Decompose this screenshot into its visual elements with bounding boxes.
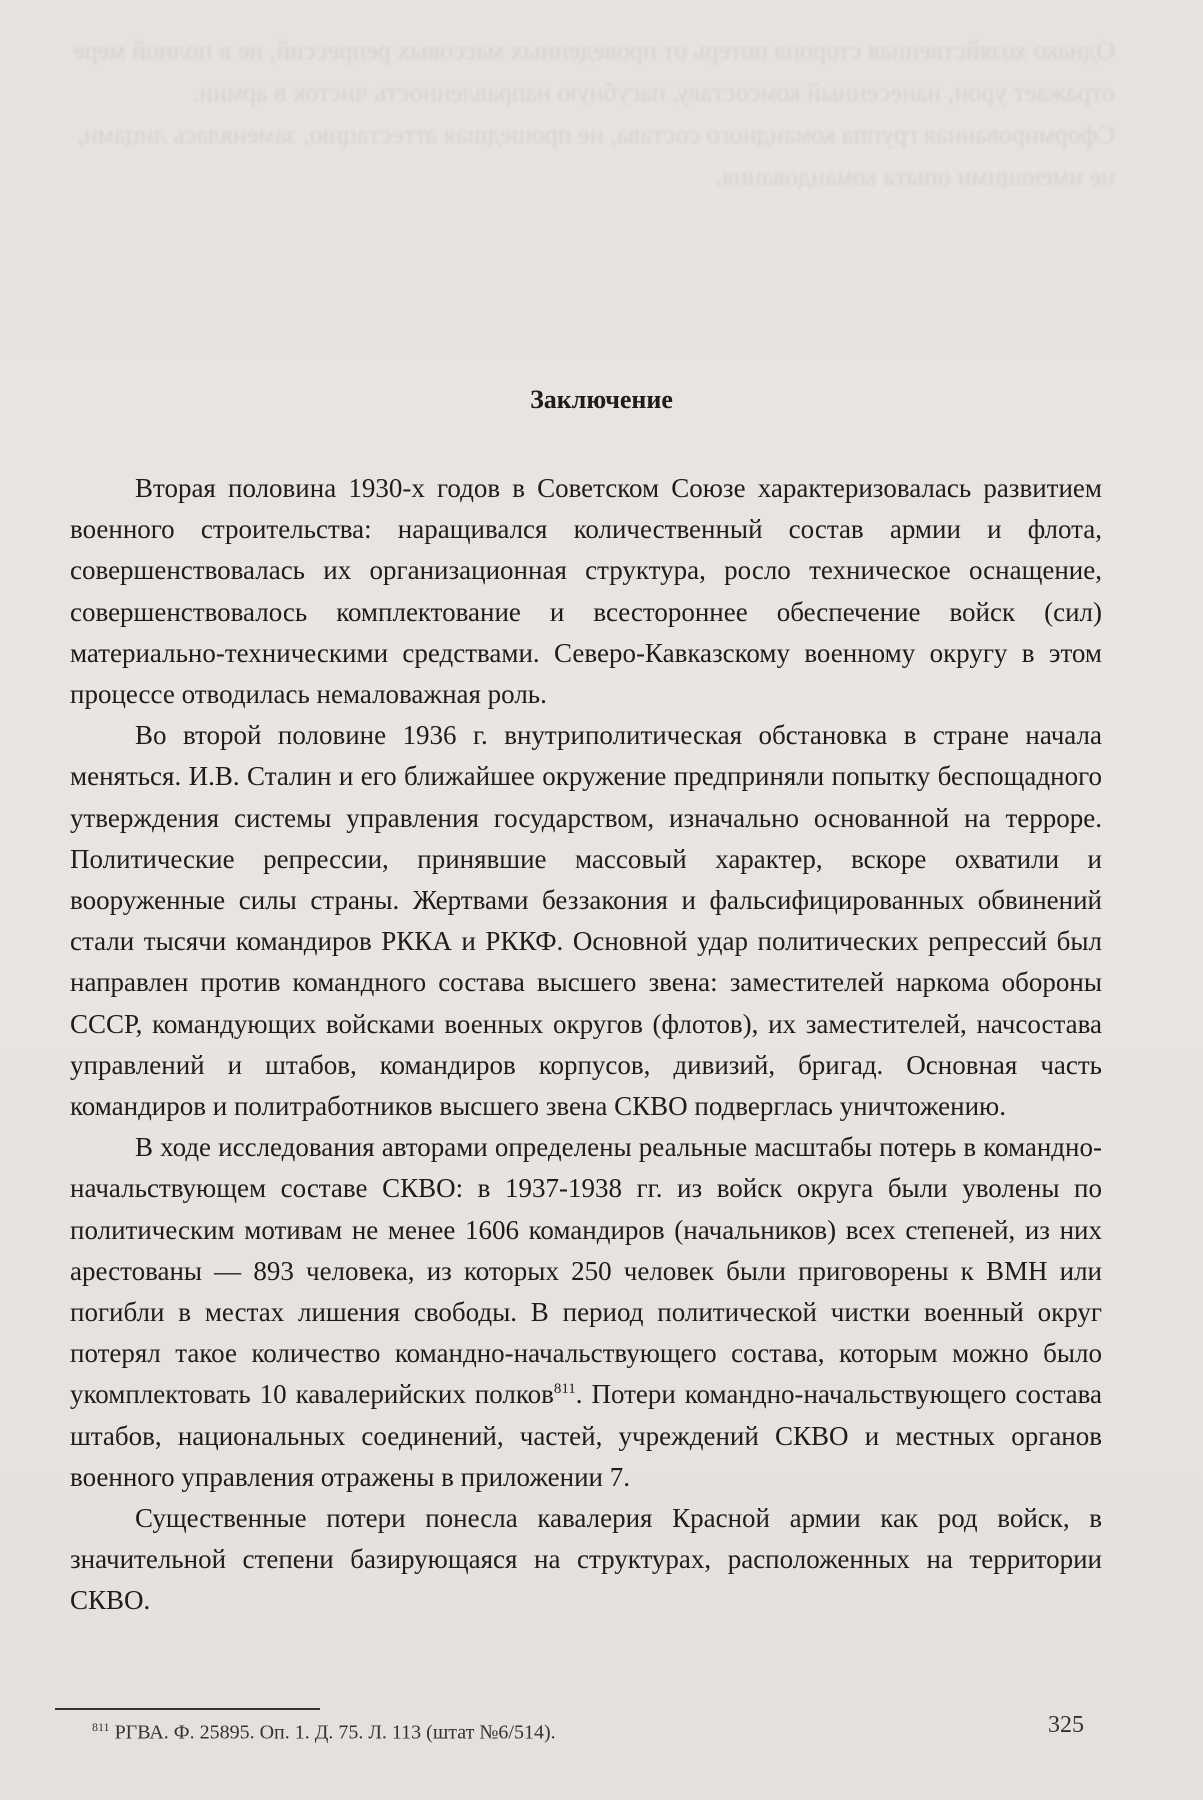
paragraph-1: Вторая половина 1930-х годов в Советском Союзе характеризовалась развитием военного строительства: наращивался количественный состав армии и флота, совершенствовалась их организационная структура, росло техническое оснащение, совершенствовалось комплектование и всестороннее обеспечение войск (сил) материально-техническими средствами. Северо-Кавказскому военному округу в этом процессе отводилась немаловажная роль. <box>70 473 1102 710</box>
footnote-reference[interactable]: 811 <box>553 1381 576 1398</box>
body-text <box>70 468 1102 1622</box>
paragraph-3 <box>70 1127 1102 1498</box>
chapter-heading: Заключение <box>530 385 673 414</box>
footnote-divider <box>55 1708 320 1710</box>
paragraph-4: Существенные потери понесла кавалерия Красной армии как род войск, в значительной степени базирующаяся на структурах, расположенных на территории СКВО. <box>70 1503 1102 1616</box>
page-number: 325 <box>1048 1712 1084 1738</box>
footnote-marker: 811 <box>92 1720 110 1734</box>
bleed-through-text: Однако хозяйственная сторона потерь от проведенных массовых репрессий, не в полной мере отражает урон, нанесенный комсоставу, пагубную направленность чисток в армии. Сформированная группа командного состава, не прошедшая аттестацию, заменялась лицами, не имеющими опыта командования. <box>73 36 1115 191</box>
footnote <box>92 1720 556 1745</box>
footnote-text: РГВА. Ф. 25895. Оп. 1. Д. 75. Л. 113 (штат №6/514). <box>114 1721 556 1744</box>
paragraph-2: Во второй половине 1936 г. внутриполитическая обстановка в стране начала меняться. И.В. Сталин и его ближайшее окружение предприняли попытку беспощадного утверждения системы управления государством, изначально основанной на терроре. Политические репрессии, принявшие массовый характер, вскоре охватили и вооруженные силы страны. Жертвами беззакония и фальсифицированных обвинений стали тысячи командиров РККА и РККФ. Основной удар политических репрессий был направлен против командного состава высшего звена: заместителей наркома обороны СССР, командующих войсками военных округов (флотов), их заместителей, начсостава управлений и штабов, командиров корпусов, дивизий, бригад. Основная часть командиров и политработников высшего звена СКВО подверглась уничтожению. <box>70 720 1102 1122</box>
paragraph-3-text: В ходе исследования авторами определены реальные масштабы потерь в командно-начальствующем составе СКВО: в 1937-1938 гг. из войск округа были уволены по политическим мотивам не менее 1606 командиров (начальников) всех степеней, из них арестованы — 893 человека, из которых 250 человек были приговорены к ВМН или погибли в местах лишения свободы. В период политической чистки военный округ потерял такое количество командно-начальствующего состава, которым можно было укомплектовать 10 кавалерийских полков <box>70 1132 1102 1410</box>
paragraph-3-tail: . Потери командно-начальствующего состава штабов, национальных соединений, частей, учреждений СКВО и местных органов военного управления отражены в приложении 7. <box>70 1379 1102 1492</box>
